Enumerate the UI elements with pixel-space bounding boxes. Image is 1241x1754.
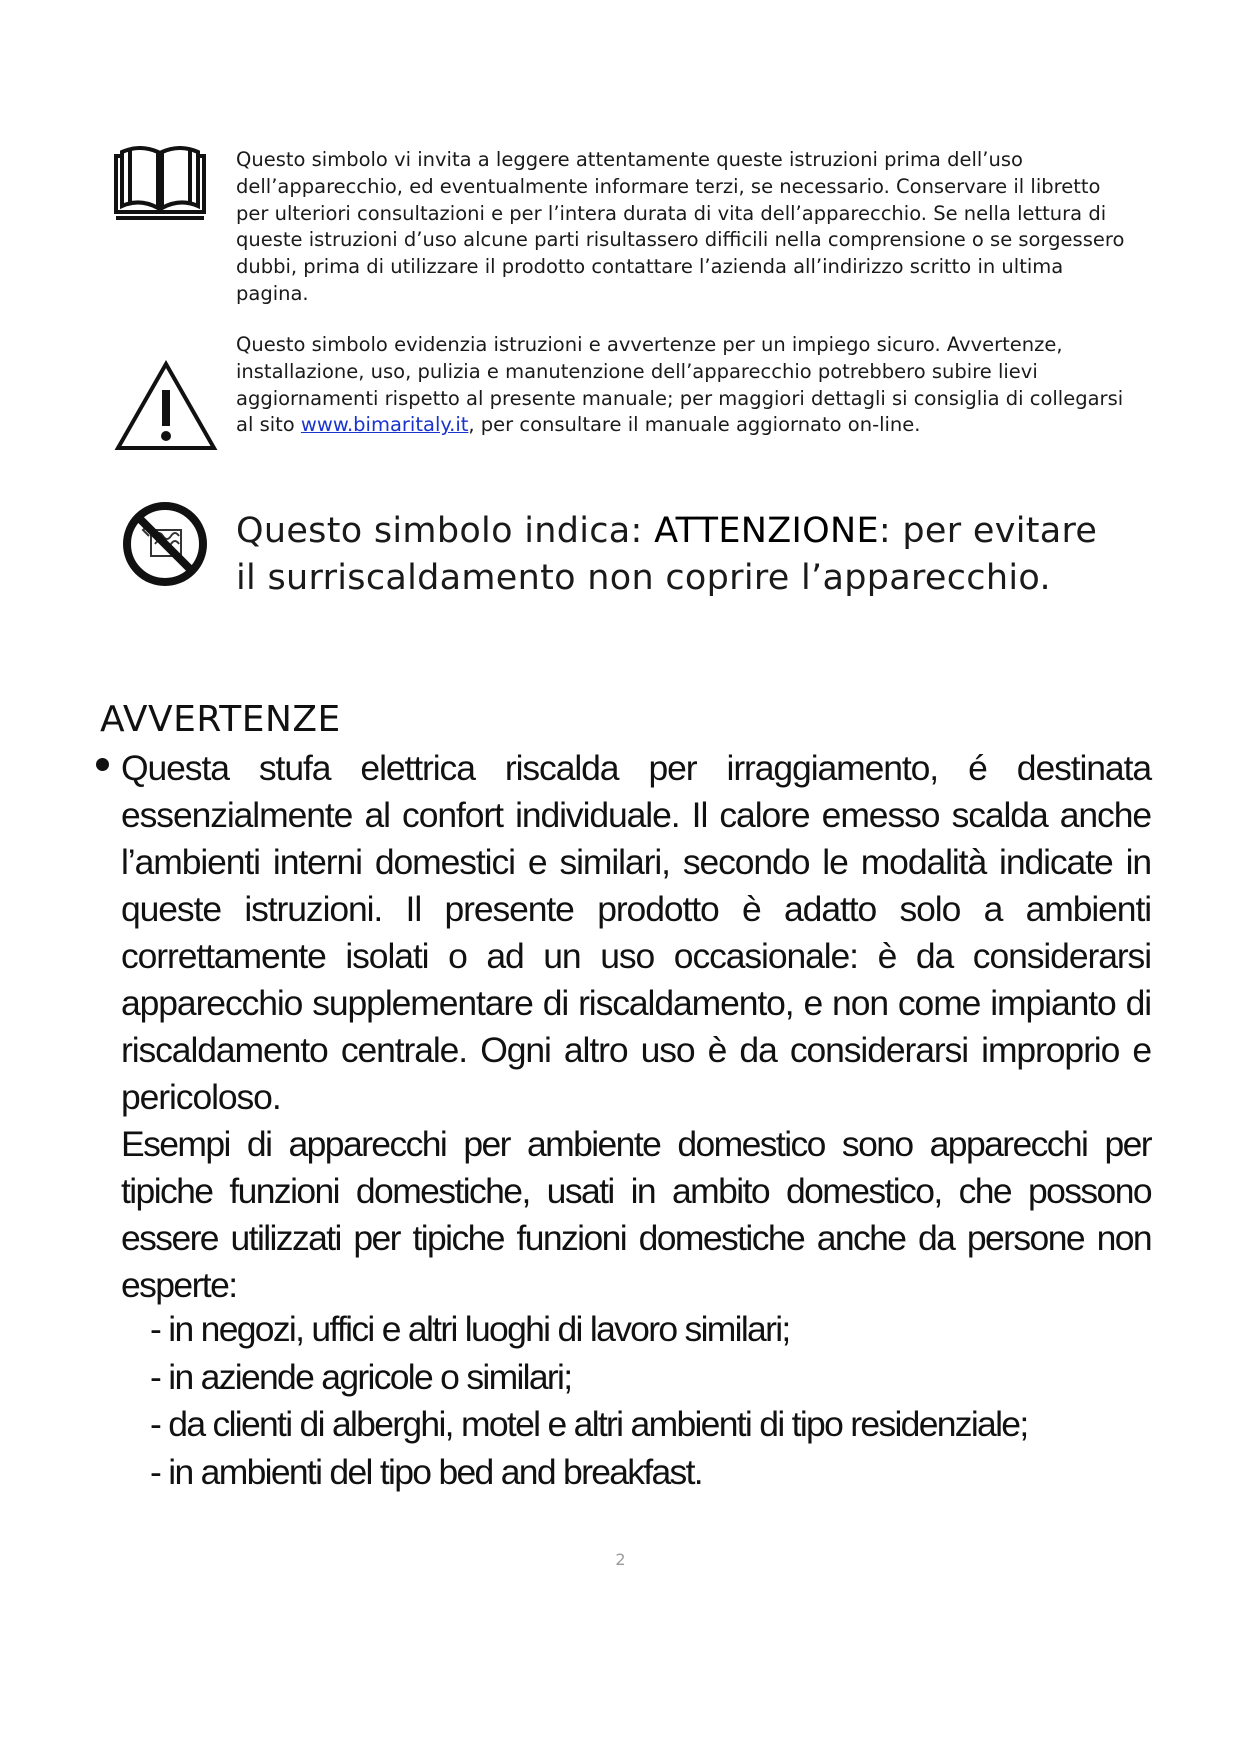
do-not-cover-icon <box>121 500 209 588</box>
list-item: - in negozi, uffici e altri luoghi di lavoro similari; <box>150 1309 790 1349</box>
website-link[interactable]: www.bimaritaly.it <box>300 413 469 437</box>
page-number: 2 <box>615 1550 626 1569</box>
safety-text-before: Questo simbolo evidenzia istruzioni e avvertenze per un impiego sicuro. Avvertenze, installazione, uso, pulizia e manutenzione dell’apparecchio potrebbero subire lievi aggiornamenti rispetto al presente manuale; per maggiori dettagli si consiglia di collegarsi al sito <box>236 333 1124 437</box>
do-not-cover-text <box>236 508 1106 602</box>
usage-list <box>150 1306 1027 1496</box>
list-item: - in ambienti del tipo bed and breakfast. <box>150 1451 702 1492</box>
list-item: - in aziende agricole o similari; <box>150 1356 572 1397</box>
warnings-heading: AVVERTENZE <box>100 699 341 740</box>
open-book-icon <box>112 146 208 224</box>
do-not-cover-text-before: Questo simbolo indica: <box>236 511 655 551</box>
read-manual-text: Questo simbolo vi invita a leggere attentamente queste istruzioni prima dell’uso dell’apparecchio, ed eventualmente informare terzi, se necessario. Conservare il libretto per ulteriori consultazioni e per l’intera durata di vita dell’apparecchio. Se nella lettura di queste istruzioni d’uso alcune parti risultassero difficili nella comprensione o se sorgessero dubbi, prima di utilizzare il prodotto contattare l’azienda all’indirizzo scritto in ultima pagina. <box>236 148 1125 305</box>
attention-label: ATTENZIONE <box>654 511 879 551</box>
do-not-cover-text-after: : per evitare il surriscaldamento non coprire l’apparecchio. <box>236 511 1098 598</box>
warnings-paragraph-2: Esempi di apparecchi per ambiente domestico sono apparecchi per tipiche funzioni domestiche, usati in ambito domestico, che possono essere utilizzati per tipiche funzioni domestiche anche da persone non esperte: <box>121 1124 1151 1305</box>
bullet-icon <box>96 758 109 771</box>
safety-text <box>236 332 1136 439</box>
warning-triangle-icon <box>114 360 218 452</box>
warnings-paragraph-1: Questa stufa elettrica riscalda per irraggiamento, é destinata essenzialmente al confort individuale. Il calore emesso scalda anche l’ambienti interni domestici e similari, secondo le modalità indicate in queste istruzioni. Il presente prodotto è adatto solo a ambienti correttamente isolati o ad un uso occasionale: è da considerarsi apparecchio supplementare di riscaldamento, e non come impianto di riscaldamento centrale. Ogni altro uso è da considerarsi improprio e pericoloso. <box>121 748 1151 1117</box>
safety-text-after: , per consultare il manuale aggiornato on-line. <box>468 413 921 437</box>
list-item: - da clienti di alberghi, motel e altri ambienti di tipo residenziale; <box>150 1404 1028 1444</box>
